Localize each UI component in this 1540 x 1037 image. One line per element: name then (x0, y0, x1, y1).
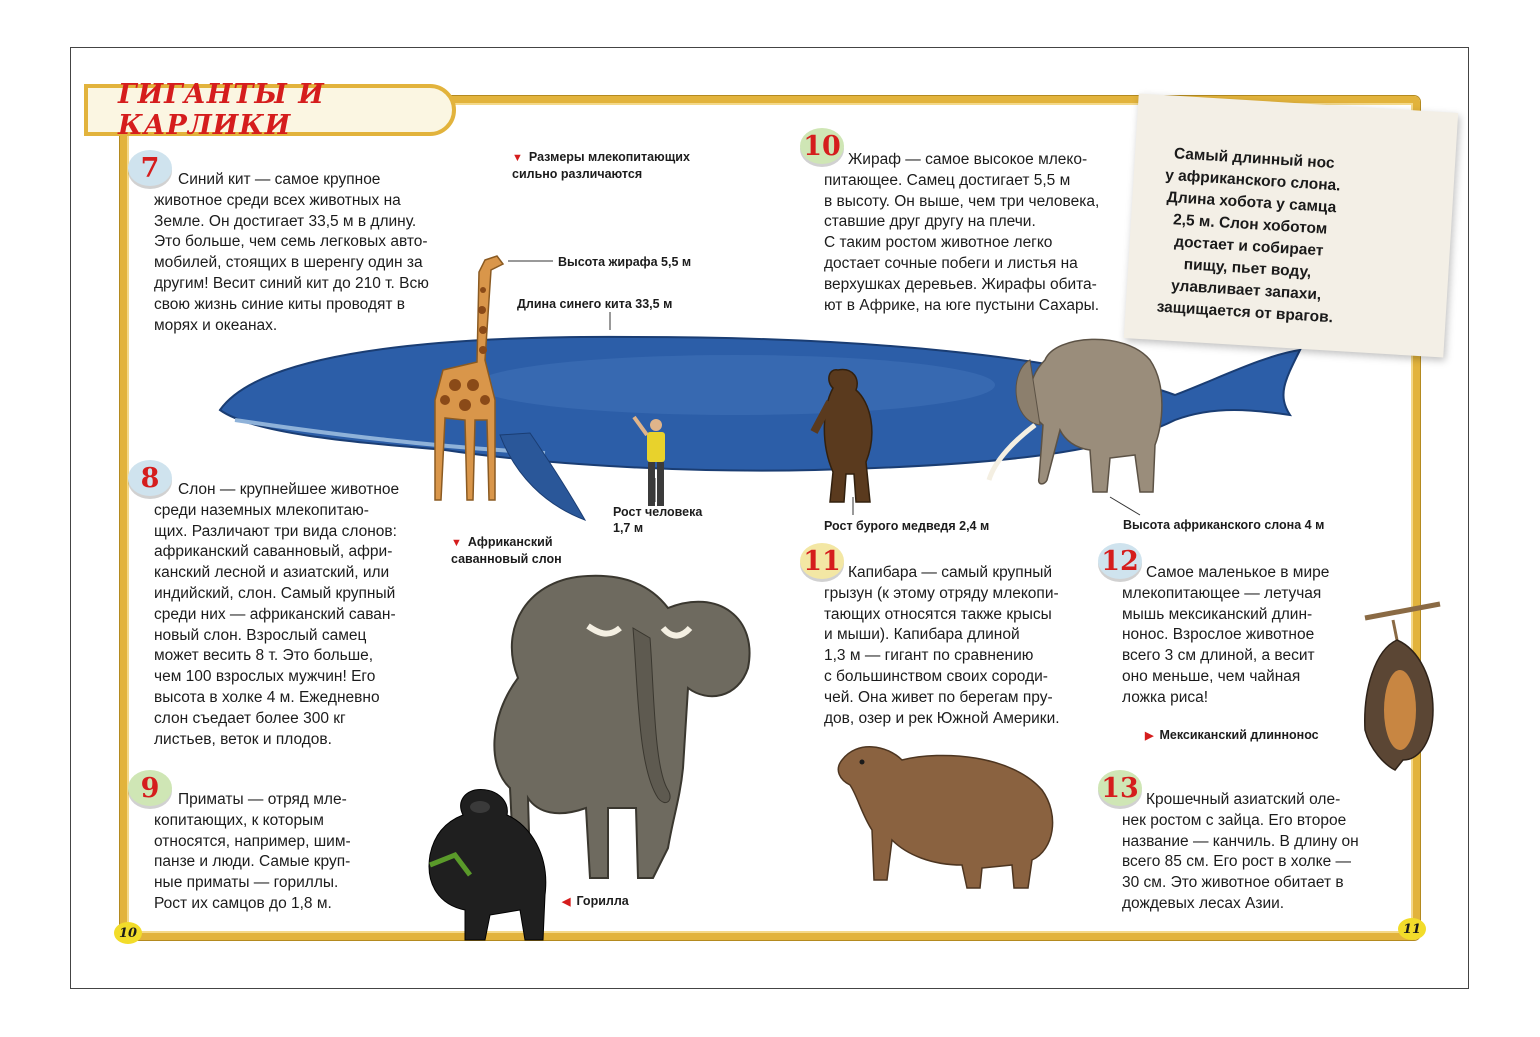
section-10-text: Жираф — самое высокое млеко- питающее. Самец достигает 5,5 м в высоту. Он выше, чем три человека, ставшие друг другу на плечи. С таким ростом животное легко достает сочные побеги и листья на верхушках деревьев. Жирафы обита- ют в Африке, на юге пустыни Сахары. (824, 151, 1100, 314)
badge-10: 10 (800, 128, 844, 164)
caption-sizes: ▼ Размеры млекопитающих сильно различаются (512, 150, 690, 181)
section-12-text: Самое маленькое в мире млекопитающее — летучая мышь мексиканский длин- нонос. Взрослое животное всего 3 см длиной, а весит оно меньше, чем чайная ложка риса! (1122, 564, 1330, 706)
badge-9: 9 (128, 770, 172, 806)
page-title: ГИГАНТЫ И КАРЛИКИ (118, 79, 325, 141)
badge-8: 8 (128, 460, 172, 496)
caption-savanna-elephant: ▼ Африканский саванновый слон (451, 535, 562, 566)
caption-gorilla: ◀ Горилла (562, 894, 629, 908)
caption-bear: Рост бурого медведя 2,4 м (824, 519, 990, 533)
caption-giraffe: Высота жирафа 5,5 м (558, 255, 692, 269)
pointer-triangle-icon: ▼ (451, 537, 462, 549)
page-number-left: 10 (114, 922, 142, 944)
badge-7: 7 (128, 150, 172, 186)
section-8-text: Слон — крупнейшее животное среди наземных млекопитаю- щих. Различают три вида слонов: африканский саванновый, афри- канский лесной и азиатский, или индийский, слон. Самый крупный среди них — африканский саван- новый слон. Взрослый самец может весить 8 т. Это больше, чем 100 взрослых мужчин! Его высота в холке 4 м. Ежедневно слон съедает более 300 кг листьев, веток и плодов. (154, 481, 400, 748)
caption-elephant-height: Высота африканского слона 4 м (1123, 518, 1325, 532)
pointer-triangle-icon: ▶ (1145, 730, 1154, 742)
pointer-triangle-icon: ▼ (512, 152, 523, 164)
section-11-text: Капибара — самый крупный грызун (к этому отряду млекопи- тающих относятся также крысы и мыши). Капибара длиной 1,3 м — гигант по сравнению с большинством своих сороди- чей. Она живет по берегам пру- дов, озер и рек Южной Америки. (824, 564, 1060, 727)
caption-human: Рост человека 1,7 м (613, 505, 703, 535)
badge-11: 11 (800, 543, 844, 579)
section-9-text: Приматы — отряд мле- копитающих, к которым относятся, например, шим- панзе и люди. Самые круп- ные приматы — гориллы. Рост их самцов до 1,8 м. (154, 791, 351, 912)
section-7-text: Синий кит — самое крупное животное среди всех животных на Земле. Он достигает 33,5 м в длину. Это больше, чем семь легковых авто- мобилей, стоящих в шеренгу один за другим! Весит синий кит до 210 т. Всю свою жизнь синие киты проводят в морях и океанах. (154, 171, 429, 334)
page-number-right: 11 (1398, 918, 1426, 940)
note-text: Самый длинный нос у африканского слона. Длина хобота у самца 2,5 м. Слон хоботом достает и собирает пищу, пьет воду, улавливает запахи, защищается от врагов. (1156, 145, 1342, 327)
pointer-triangle-icon: ◀ (562, 896, 571, 908)
caption-bat: ▶ Мексиканский длиннонос (1145, 728, 1319, 742)
badge-13: 13 (1098, 770, 1142, 806)
section-13-text: Крошечный азиатский оле- нек ростом с зайца. Его второе название — канчиль. В длину он всего 85 см. Его рост в холке — 30 см. Это животное обитает в дождевых лесах Азии. (1122, 791, 1359, 912)
caption-whale: Длина синего кита 33,5 м (517, 297, 673, 311)
badge-12: 12 (1098, 543, 1142, 579)
